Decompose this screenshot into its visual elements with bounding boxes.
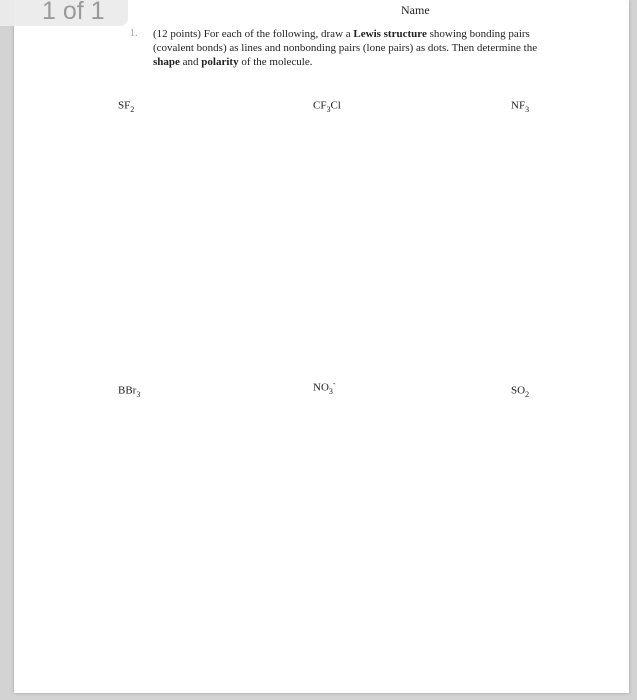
- formula-bbr3: BBr$_3$: [118, 384, 141, 399]
- question-text: [153, 27, 545, 69]
- question-bold-lewis: Lewis structure: [353, 28, 427, 40]
- document-page: [14, 0, 629, 693]
- question-end: of the molecule.: [238, 56, 313, 68]
- question-mid2: and: [179, 56, 202, 68]
- formula-nf3: $NF_3$: [511, 99, 530, 114]
- question-intro: (12 points) For each of the following, draw a: [153, 28, 354, 40]
- name-label: Name: [401, 3, 430, 17]
- page-counter: 1 of 1: [0, 0, 128, 26]
- formula-cf3cl: $CF_3Cl$: [313, 99, 341, 114]
- question-bold-shape: shape: [153, 56, 180, 68]
- formula-no3-minus: $NO_3^-$: [313, 379, 336, 396]
- question-mid1: showing bonding pairs (covalent bonds) as lines and nonbonding pairs (lone pairs) as dots. Then determine the: [153, 28, 538, 54]
- question-bold-polarity: polarity: [201, 56, 239, 68]
- question-number: 1.: [130, 28, 138, 39]
- formula-so2: $SO_2$: [511, 384, 530, 399]
- formula-sf2: $SF_2$: [118, 99, 135, 114]
